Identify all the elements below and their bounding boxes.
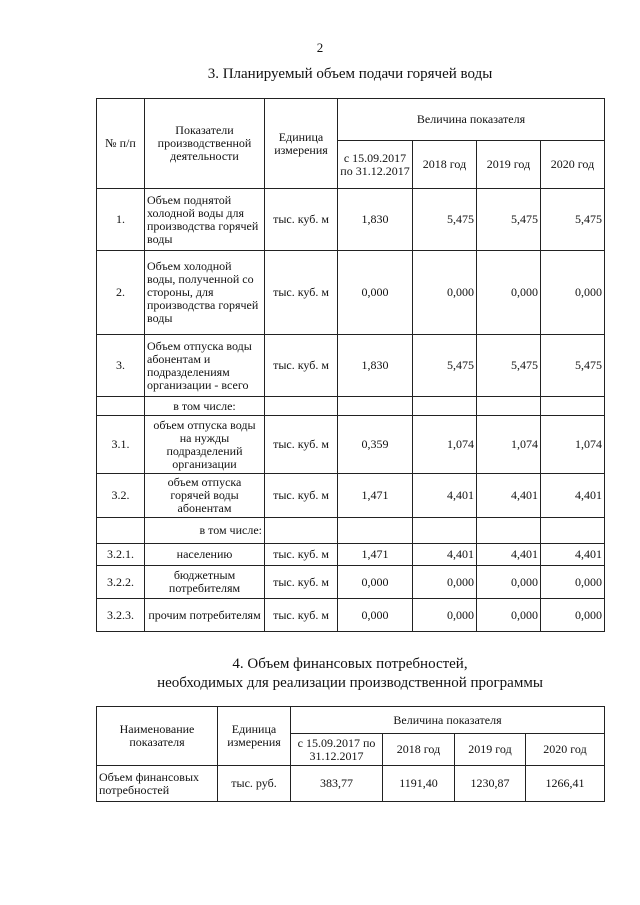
row-unit: тыс. куб. м [265, 251, 338, 335]
header-period: 2019 год [455, 734, 526, 766]
row-num: 3.2.2. [97, 566, 145, 599]
header-value: Величина показателя [291, 707, 605, 734]
row-value: 0,359 [338, 416, 413, 474]
row-name: Объем финансовых потребностей [97, 766, 218, 802]
row-value: 5,475 [413, 189, 477, 251]
row-unit: тыс. куб. м [265, 566, 338, 599]
page-number: 2 [316, 40, 324, 55]
row-value: 0,000 [413, 566, 477, 599]
header-value: Величина показателя [338, 99, 605, 141]
row-value [477, 397, 541, 416]
header-period: 2020 год [526, 734, 605, 766]
row-value: 4,401 [541, 544, 605, 566]
row-value: 1,074 [477, 416, 541, 474]
row-value [338, 518, 413, 544]
table-row [97, 335, 605, 397]
section4-title-line2: необходимых для реализации производственной программы [157, 675, 543, 691]
row-value: 0,000 [338, 566, 413, 599]
row-unit: тыс. куб. м [265, 416, 338, 474]
row-num: 3.2.1. [97, 544, 145, 566]
row-num [97, 518, 145, 544]
row-value: 4,401 [413, 474, 477, 518]
row-name: Объем холодной воды, полученной со стороны, для производства горячей воды [145, 251, 265, 335]
row-value: 4,401 [477, 474, 541, 518]
row-name: Объем поднятой холодной воды для производства горячей воды [145, 189, 265, 251]
row-value: 0,000 [413, 599, 477, 632]
row-unit [265, 518, 338, 544]
header-num: № п/п [97, 99, 145, 189]
header-period: 2018 год [413, 141, 477, 189]
row-num: 3.1. [97, 416, 145, 474]
row-value: 1,074 [541, 416, 605, 474]
row-value: 4,401 [477, 544, 541, 566]
header-period: с 15.09.2017 по 31.12.2017 [291, 734, 383, 766]
row-value: 5,475 [541, 335, 605, 397]
table-row [97, 766, 605, 802]
row-value: 0,000 [338, 599, 413, 632]
row-unit: тыс. куб. м [265, 544, 338, 566]
table-row [97, 416, 605, 474]
row-value: 0,000 [338, 251, 413, 335]
row-value: 1,471 [338, 544, 413, 566]
row-unit: тыс. куб. м [265, 189, 338, 251]
row-value: 5,475 [413, 335, 477, 397]
row-name: в том числе: [145, 397, 265, 416]
table-row [97, 518, 605, 544]
row-value [477, 518, 541, 544]
row-value: 1191,40 [383, 766, 455, 802]
table-row [97, 544, 605, 566]
row-num [97, 397, 145, 416]
header-indicator: Показатели производственной деятельности [145, 99, 265, 189]
row-value: 1230,87 [455, 766, 526, 802]
row-unit: тыс. куб. м [265, 599, 338, 632]
row-name: прочим потребителям [145, 599, 265, 632]
row-num: 1. [97, 189, 145, 251]
table-row [97, 599, 605, 632]
row-value: 0,000 [541, 566, 605, 599]
row-value: 0,000 [541, 599, 605, 632]
row-unit: тыс. руб. [218, 766, 291, 802]
row-value: 1,471 [338, 474, 413, 518]
header-unit: Единица измерения [265, 99, 338, 189]
row-unit: тыс. куб. м [265, 474, 338, 518]
row-value: 5,475 [541, 189, 605, 251]
row-value: 1,830 [338, 335, 413, 397]
row-value: 1,830 [338, 189, 413, 251]
row-value: 5,475 [477, 189, 541, 251]
row-value: 0,000 [477, 566, 541, 599]
row-unit [265, 397, 338, 416]
table-row [97, 397, 605, 416]
row-value [541, 518, 605, 544]
row-name: в том числе: [145, 518, 265, 544]
row-num: 3.2.3. [97, 599, 145, 632]
row-value: 0,000 [413, 251, 477, 335]
row-unit: тыс. куб. м [265, 335, 338, 397]
table-row [97, 474, 605, 518]
row-name: объем отпуска горячей воды абонентам [145, 474, 265, 518]
header-period: 2019 год [477, 141, 541, 189]
row-value: 4,401 [413, 544, 477, 566]
header-name: Наименование показателя [97, 707, 218, 766]
row-value [413, 518, 477, 544]
row-value: 383,77 [291, 766, 383, 802]
row-num: 3.2. [97, 474, 145, 518]
row-value: 0,000 [477, 599, 541, 632]
table-row [97, 251, 605, 335]
row-value [338, 397, 413, 416]
row-value: 1266,41 [526, 766, 605, 802]
row-num: 2. [97, 251, 145, 335]
table-row [97, 189, 605, 251]
hot-water-volume-table [96, 98, 605, 632]
row-name: Объем отпуска воды абонентам и подразделениям организации - всего [145, 335, 265, 397]
row-value: 4,401 [541, 474, 605, 518]
row-name: объем отпуска воды на нужды подразделений организации [145, 416, 265, 474]
row-value: 5,475 [477, 335, 541, 397]
row-num: 3. [97, 335, 145, 397]
section3-title: 3. Планируемый объем подачи горячей воды [207, 66, 493, 82]
row-value: 0,000 [477, 251, 541, 335]
row-value: 1,074 [413, 416, 477, 474]
section4-title-line1: 4. Объем финансовых потребностей, [232, 656, 468, 672]
header-period: 2020 год [541, 141, 605, 189]
header-period: 2018 год [383, 734, 455, 766]
row-name: бюджетным потребителям [145, 566, 265, 599]
row-name: населению [145, 544, 265, 566]
financial-needs-table [96, 706, 605, 802]
row-value: 0,000 [541, 251, 605, 335]
row-value [413, 397, 477, 416]
header-period: с 15.09.2017 по 31.12.2017 [338, 141, 413, 189]
row-value [541, 397, 605, 416]
header-unit: Единица измерения [218, 707, 291, 766]
table-row [97, 566, 605, 599]
